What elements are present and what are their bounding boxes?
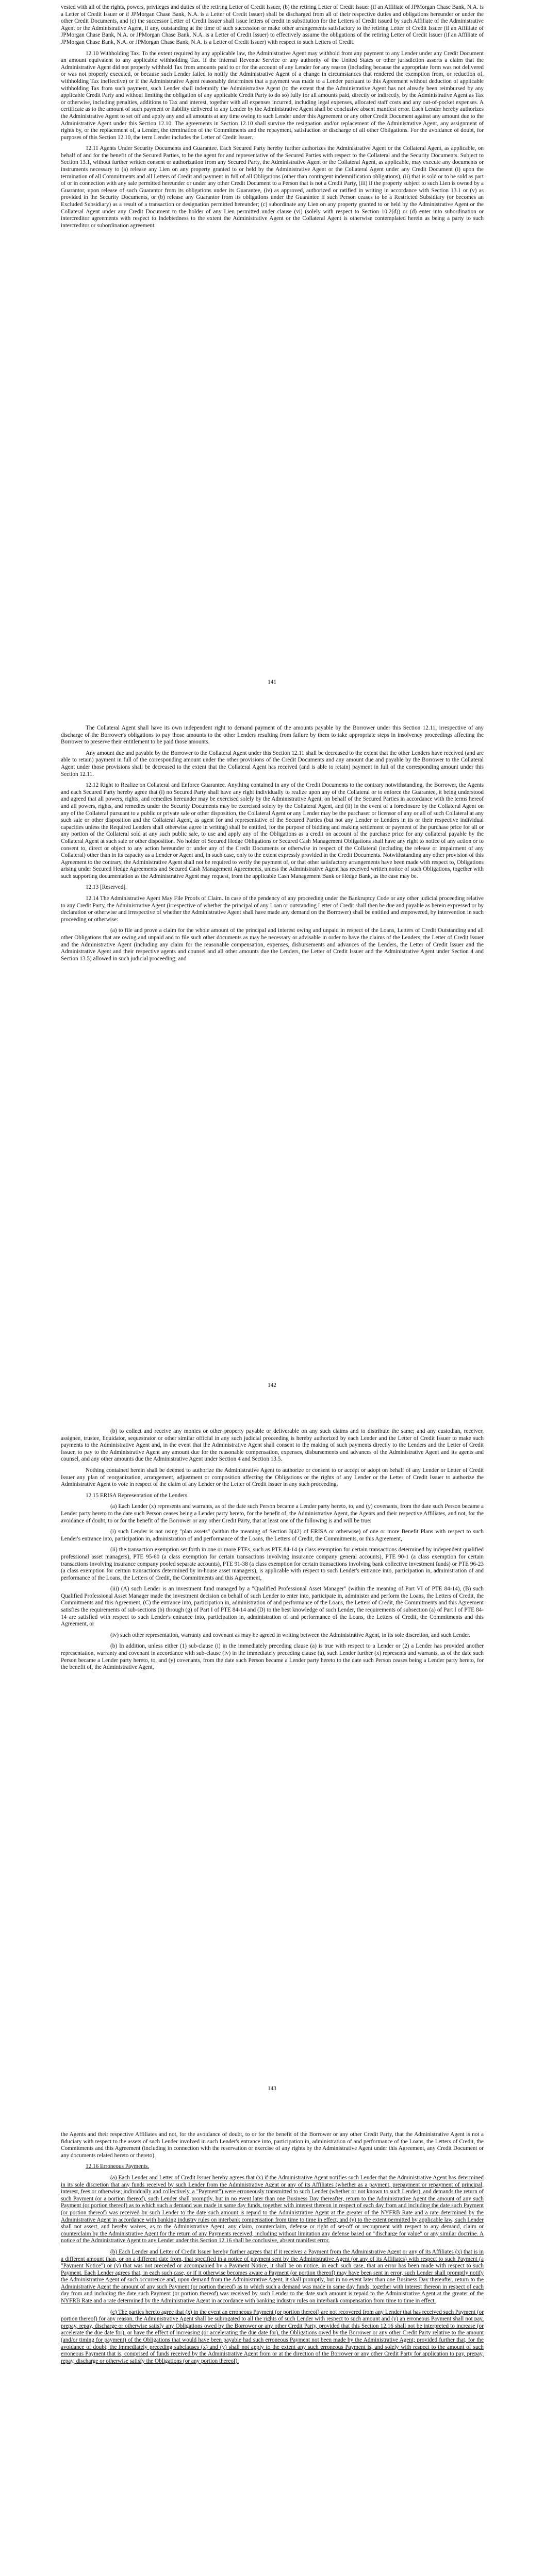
page-content [61,725,484,967]
document-page-141 [0,0,544,703]
section-12-15: 12.15 ERISA Representation of the Lenders. [86,1492,189,1499]
clause-b: (b) Each Lender and Letter of Credit Issuer hereby further agrees that if it receives a Payment from the Administrative Agent or any of its Affiliates (x) that is in a different amount than, or on a different date from, that specified in a notice of payment sent by the Administrative Agent (or any of its Affiliates) with respect to such Payment (a "Payment Notice") or (y) that was not preceded or accompanied by a Payment Notice, it shall be on notice, in each such case, that an error has been made with respect to such Payment. Each Lender agrees that, in each such case, or if it otherwise becomes aware a Payment (or portion thereof) may have been sent in error, such Lender shall promptly notify the Administrative Agent of such occurrence and, upon demand from the Administrative Agent, it shall promptly, but in no event later than one Business Day thereafter, return to the Administrative Agent the amount of any such Payment (or portion thereof) as to which such a demand was made in same day funds, together with interest thereon in respect of each day from and including the date such Payment (or portion thereof) was received by such Lender to the date such amount is repaid to the Administrative Agent at the greater of the NYFRB Rate and a rate determined by the Administrative Agent in accordance with banking industry rules on interbank compensation from time to time in effect. [61,2248,484,2304]
clause-a: (a) to file and prove a claim for the whole amount of the principal and interest owing and unpaid in respect of the Loans, Letters of Credit Outstanding and all other Obligations that are owing and unpaid and to file such other documents as may be necessary or advisable in order to have the claims of the Lenders, the Letter of Credit Issuer and the Administrative Agent (including any claim for the reasonable compensation, expenses, disbursements and advances of the Lenders, the Letter of Credit Issuer and the Administrative Agent and their respective agents and counsel and all other amounts due the Lenders, the Letter of Credit Issuer and the Administrative Agent under Section 4 and Section 13.5) allowed in such judicial proceeding; and [61,927,484,962]
clause-a: (a) Each Lender and Letter of Credit Issuer hereby agrees that (x) if the Administrative Agent notifies such Lender that the Administrative Agent has determined in its sole discretion that any funds received by such Lender from the Administrative Agent or any of its Affiliates (whether as a payment, prepayment or repayment of principal, interest, fees or otherwise; individually and collectively, a "Payment") were erroneously transmitted to such Lender (whether or not known to such Lender), and demands the return of such Payment (or a portion thereof), such Lender shall promptly, but in no event later than one Business Day thereafter, return to the Administrative Agent the amount of any such Payment (or portion thereof) as to which such a demand was made in same day funds, together with interest thereon in respect of each day from and including the date such Payment (or portion thereof) was received by such Lender to the date such amount is repaid to the Administrative Agent at the greater of the NYFRB Rate and a rate determined by the Administrative Agent in accordance with banking industry rules on interbank compensation from time to time in effect, and (y) to the extent permitted by applicable law, such Lender shall not assert, and hereby waives, as to the Administrative Agent, any claim, counterclaim, defense or right of set-off or recoupment with respect to any demand, claim or counterclaim by the Administrative Agent for the return of any Payments received, including without limitation any defense based on "discharge for value" or any similar doctrine. A notice of the Administrative Agent to any Lender under this Section 12.16 shall be conclusive, absent manifest error. [61,2174,484,2244]
section-12-10: 12.10 Withholding Tax. To the extent required by any applicable law, the Administrative Agent may withhold from any payment to any Lender under any Credit Document an amount equivalent to any applicable withholding Tax. If the Internal Revenue Service or any authority of the United States or other jurisdiction asserts a claim that the Administrative Agent did not properly withhold Tax from amounts paid to or for the account of any Lender for any reason (including because the appropriate form was not delivered or was not properly executed, or because such Lender failed to notify the Administrative Agent of a change in circumstances that rendered the exemption from, or reduction of, withholding Tax ineffective) or if the Administrative Agent reasonably determines that a payment was made to a Lender pursuant to this Agreement without deduction of applicable withholding Tax from such payment, such Lender shall indemnify the Administrative Agent (to the extent that the Administrative Agent has not already been reimbursed by any applicable Credit Party and without limiting the obligation of any applicable Credit Party to do so) fully for all amounts paid, directly or indirectly, by the Administrative Agent as Tax or otherwise, including penalties, additions to Tax and interest, together with all expenses incurred, including legal expenses, allocated staff costs and any out-of-pocket expenses. A certificate as to the amount of such payment or liability delivered to any Lender by the Administrative Agent shall be conclusive absent manifest error. Each Lender hereby authorizes the Administrative Agent to set off and apply any and all amounts at any time owing to such Lender under this Agreement or any other Credit Document against any amount due to the Administrative Agent under this Section 12.10. The agreements in Section 12.10 shall survive the resignation and/or replacement of the Administrative Agent, any assignment of rights by, or the replacement of, a Lender, the termination of the Commitments and the repayment, satisfaction or discharge of all other Obligations. For the avoidance of doubt, for purposes of this Section 12.10, the term Lender includes the Letter of Credit Issuer. [61,50,484,141]
section-12-13: 12.13 [Reserved]. [86,884,127,891]
paragraph: vested with all of the rights, powers, privileges and duties of the retiring Letter of Credit Issuer, (b) the retiring Letter of Credit Issuer (if an Affiliate of JPMorgan Chase Bank, N.A. is a Letter of Credit Issuer or if JPMorgan Chase Bank, N.A. is a Letter of Credit Issuer) shall be discharged from all of their respective duties and obligations hereunder or under the other Credit Documents, and (c) the successor Letter of Credit Issuer shall issue letters of credit in substitution for the Letters of Credit issued by such Affiliate of the Administrative Agent or the Administrative Agent, if any, outstanding at the time of such succession or make other arrangements satisfactory to the retiring Letter of Credit Issuer (if an Affiliate of JPMorgan Chase Bank, N.A. or JPMorgan Chase Bank, N.A. is a Letter of Credit Issuer) to effectively assume the obligations of the retiring Letter of Credit Issuer (if an Affiliate of JPMorgan Chase Bank, N.A. or JPMorgan Chase Bank, N.A. is a Letter of Credit Issuer) with respect to such Letters of Credit. [61,4,484,45]
page-content [61,2131,484,2369]
subclause-ii: (ii) the transaction exemption set forth in one or more PTEs, such as PTE 84-14 (a class exemption for certain transactions determined by independent qualified professional asset managers), PTE 95-60 (a class exemption for certain transactions involving insurance company general accounts), PTE 90-1 (a class exemption for certain transactions involving insurance company pooled separate accounts), PTE 91-38 (a class exemption for certain transactions involving bank collective investment funds) or PTE 96-23 (a class exemption for certain transactions determined by in-house asset managers), is applicable with respect to such Lender's entrance into, participation in, administration of and performance of the Loans, the Letters of Credit, the Commitments and this Agreement, [61,1547,484,1581]
section-12-16: 12.16 Erroneous Payments. [86,2163,150,2170]
document-page-144 [0,2110,544,2576]
page-number: 141 [268,679,276,685]
clause-b: (b) to collect and receive any monies or other property payable or deliverable on any such claims and to distribute the same; and any custodian, receiver, assignee, trustee, liquidator, sequestrator or other similar official in any such judicial proceeding is hereby authorized by each Lender and the Letter of Credit Issuer to make such payments to the Administrative Agent and, in the event that the Administrative Agent shall consent to the making of such payments directly to the Lenders and the Letter of Credit Issuer, to pay to the Administrative Agent any amount due for the reasonable compensation, expenses, disbursements and advances of the Administrative Agent and its agents and counsel, and any other amounts due the Administrative Agent under Section 4 and Section 13.5. [61,1428,484,1463]
subclause-iii: (iii) (A) such Lender is an investment fund managed by a "Qualified Professional Asset Manager" (within the meaning of Part VI of PTE 84-14), (B) such Qualified Professional Asset Manager made the investment decision on behalf of such Lender to enter into, participate in, administer and perform the Loans, the Letters of Credit, the Commitments and this Agreement, (C) the entrance into, participation in, administration of and performance of the Loans, the Letters of Credit, the Commitments and this Agreement satisfies the requirements of sub-sections (b) through (g) of Part I of PTE 84-14 and (D) to the best knowledge of such Lender, the requirements of subsection (a) of Part I of PTE 84-14 are satisfied with respect to such Lender's entrance into, participation in, administration of and performance of the Loans, the Letters of Credit, the Commitments and this Agreement, or [61,1586,484,1628]
subclause-i: (i) such Lender is not using "plan assets" (within the meaning of Section 3(42) of ERISA or otherwise) of one or more Benefit Plans with respect to such Lender's entrance into, participation in, administration of and performance of the Loans, the Letters of Credit, the Commitments, or this Agreement, [61,1529,484,1542]
paragraph: Nothing contained herein shall be deemed to authorize the Administrative Agent to authorize or consent to or accept or adopt on behalf of any Lender or Letter of Credit Issuer any plan of reorganization, arrangement, adjustment or composition affecting the Obligations or the rights of any Lender or the Letter of Credit Issuer to authorize the Administrative Agent to vote in respect of the claim of any Lender or the Letter of Credit Issuer in any such proceeding. [61,1467,484,1488]
page-content [61,4,484,233]
section-12-11: 12.11 Agents Under Security Documents and Guarantee. Each Secured Party hereby further authorizes the Administrative Agent or the Collateral Agent, as applicable, on behalf of and for the benefit of the Secured Parties, to be the agent for and representative of the Secured Parties with respect to the Collateral and the Security Documents. Subject to Section 13.1, without further written consent or authorization from any Secured Party, the Administrative Agent or the Collateral Agent, as applicable, may execute any documents or instruments necessary to (a) release any Lien on any property granted to or held by the Administrative Agent or the Collateral Agent under any Credit Document (i) upon the termination of all Commitments and all Letters of Credit and payment in full of all Obligations (other than contingent indemnification obligations), (ii) that is sold or to be sold as part of or in connection with any sale permitted hereunder or under any other Credit Document to a Person that is not a Credit Party, (iii) if the property subject to such Lien is owned by a Guarantor, upon release of such Guarantor from its obligations under its Guarantee, (iv) as approved, authorized or ratified in writing in accordance with Section 13.1 or (v) as provided in the Security Documents, or (b) release any Guarantor from its obligations under the Guarantee if such Person ceases to be a Restricted Subsidiary (or becomes an Excluded Subsidiary) as a result of a transaction or designation permitted hereunder; (c) subordinate any Lien on any property granted to or held by the Administrative Agent or the Collateral Agent under any Credit Document to the holder of any Lien permitted under clause (vi) (solely with respect to Section 10.2(d)) or (d) enter into subordination or intercreditor agreements with respect to Indebtedness to the extent the Administrative Agent or the Collateral Agent is otherwise contemplated herein as being a party to such intercreditor or subordination agreement. [61,145,484,229]
clause-b: (b) In addition, unless either (1) sub-clause (i) in the immediately preceding clause (a) is true with respect to a Lender or (2) a Lender has provided another representation, warranty and covenant in accordance with sub-clause (iv) in the immediately preceding clause (a), such Lender further (x) represents and warrants, as of the date such Person became a Lender party hereto, to, and (y) covenants, from the date such Person became a Lender party hereto to the date such Person ceases being a Lender party hereto, for the benefit of, the Administrative Agent, [61,1643,484,1671]
subclause-iv: (iv) such other representation, warranty and covenant as may be agreed in writing between the Administrative Agent, in its sole discretion, and such Lender. [110,1632,471,1638]
clause-a: (a) Each Lender (x) represents and warrants, as of the date such Person became a Lender party hereto, to, and (y) covenants, from the date such Person became a Lender party hereto to the date such Person ceases being a Lender party hereto, for the benefit of, the Administrative Agent, the Agents and their respective Affiliates, and not, for the avoidance of doubt, to or for the benefit of the Borrower or any other Credit Party, that at least one of the following is and will be true: [61,1503,484,1524]
section-12-12: 12.12 Right to Realize on Collateral and Enforce Guarantee. Anything contained in any of the Credit Documents to the contrary notwithstanding, the Borrower, the Agents and each Secured Party hereby agree that (i) no Secured Party shall have any right individually to realize upon any of the Collateral or to enforce the Guarantee, it being understood and agreed that all powers, rights, and remedies hereunder may be exercised solely by the Administrative Agent, on behalf of the Secured Parties in accordance with the terms hereof and all powers, rights, and remedies under the Security Documents may be exercised solely by the Collateral Agent, and (ii) in the event of a foreclosure by the Collateral Agent on any of the Collateral pursuant to a public or private sale or other disposition, the Collateral Agent or any Lender may be the purchaser or licensor of any or all of such Collateral at any such sale or other disposition and the Collateral Agent, as agent for and representative of the Secured Parties (but not any Lender or Lenders in its or their respective individual capacities unless the Required Lenders shall otherwise agree in writing) shall be entitled, for the purpose of bidding and making settlement or payment of the purchase price for all or any portion of the Collateral sold at any such public sale, to use and apply any of the Obligations as a credit on account of the purchase price for any collateral payable by the Collateral Agent at such sale or other disposition. No holder of Secured Hedge Obligations or Secured Cash Management Obligations shall have any right to notice of any action or to consent to, direct or object to any action hereunder or under any of the Credit Documents or otherwise in respect of the Collateral (including the release or impairment of any Collateral) other than in its capacity as a Lender or Agent and, in such case, only to the extent expressly provided in the Credit Documents. Notwithstanding any other provision of this Agreement to the contrary, the Administrative Agent shall not be required to verify the payment of, or that other satisfactory arrangements have been made with respect to, Obligations arising under Secured Hedge Agreements and Secured Cash Management Agreements, unless the Administrative Agent has received written notice of such Obligations, together with such supporting documentation as the Administrative Agent may request, from the applicable Cash Management Bank or Hedge Bank, as the case may be. [61,782,484,879]
document-page-142 [0,703,544,1406]
paragraph: Any amount due and payable by the Borrower to the Collateral Agent under this Section 12.11 shall be decreased to the extent that the other Lenders have received (and are able to retain) payment in full of the corresponding amount under the other provisions of the Credit Documents and any amount due and payable by the Borrower to the Collateral Agent under those provisions shall be decreased to the extent that the Collateral Agent has received (and is able to retain) payment in full of the corresponding amount under this Section 12.11. [61,750,484,777]
page-number: 142 [268,1382,276,1388]
section-12-14: 12.14 The Administrative Agent May File Proofs of Claim. In case of the pendency of any proceeding under the Bankruptcy Code or any other judicial proceeding relative to any Credit Party, the Administrative Agent (irrespective of whether the principal of any Loan or outstanding Letter of Credit shall then be due and payable as herein expressed or by declaration or otherwise and irrespective of whether the Administrative Agent shall have made any demand on the Borrower) shall be entitled and empowered, by intervention in such proceeding or otherwise: [61,895,484,923]
page-content [61,1428,484,1675]
page-number: 143 [268,2086,276,2092]
document-page-143 [0,1406,544,2110]
paragraph: the Agents and their respective Affiliates and not, for the avoidance of doubt, to or for the benefit of the Borrower or any other Credit Party, that the Administrative Agent is not a fiduciary with respect to the assets of such Lender involved in such Lender's entrance into, participation in, administration of and performance of the Loans, the Letters of Credit, the Commitments and this Agreement (including in connection with the reservation or exercise of any rights by the Administrative Agent under this Agreement, any Credit Document or any documents related hereto or thereto). [61,2131,484,2159]
paragraph: The Collateral Agent shall have its own independent right to demand payment of the amounts payable by the Borrower under this Section 12.11, irrespective of any discharge of the Borrower's obligations to pay those amounts to the other Lenders resulting from failure by them to take appropriate steps in insolvency proceedings affecting the Borrower to preserve their entitlement to be paid those amounts. [61,725,484,745]
clause-c: (c) The parties hereto agree that (x) in the event an erroneous Payment (or portion thereof) are not recovered from any Lender that has received such Payment (or portion thereof) for any reason, the Administrative Agent shall be subrogated to all the rights of such Lender with respect to such amount and (y) an erroneous Payment shall not pay, prepay, repay, discharge or otherwise satisfy any Obligations owed by the Borrower or any other Credit Party, provided that this Section 12.16 shall not be interpreted to increase (or accelerate the due date for), or have the effect of increasing (or accelerating the due date for), the Obligations owed by the Borrower or any other Credit Party relative to the amount (and/or timing for payment) of the Obligations that would have been payable had such erroneous Payment not been made by the Administrative Agent; provided further that, for the avoidance of doubt, the immediately preceding subclauses (x) and (y) shall not apply to the extent any such erroneous Payment is, and solely with respect to the amount of such erroneous Payment that is, comprised of funds received by the Administrative Agent from or at the direction of the Borrower or any other Credit Party for application to pay, prepay, repay, discharge or otherwise satisfy the Obligations (or any portion thereof). [61,2309,484,2364]
